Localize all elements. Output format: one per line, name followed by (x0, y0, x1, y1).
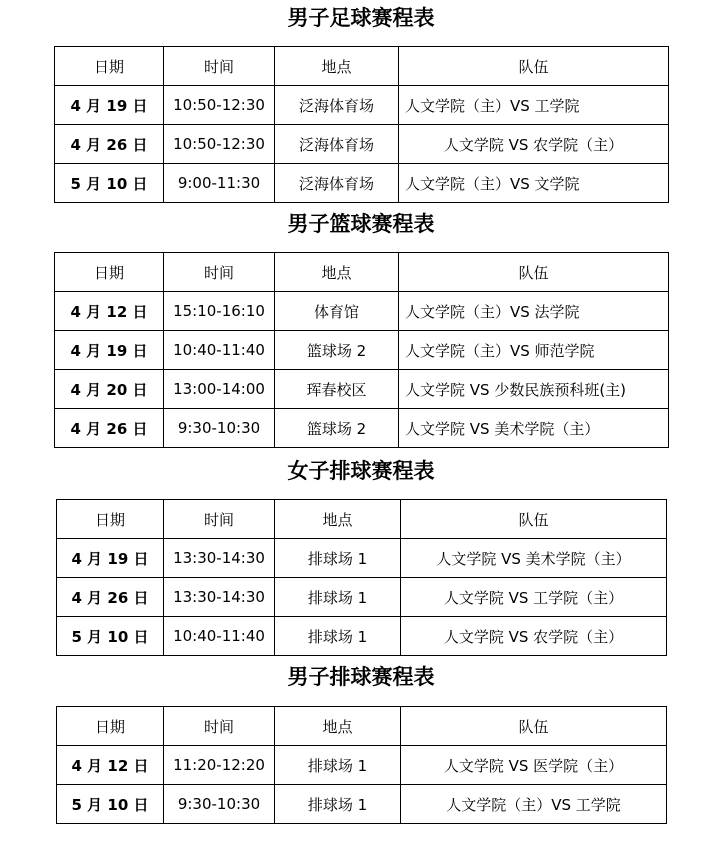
cell-teams: 人文学院（主）VS 工学院 (399, 86, 669, 125)
cell-date: 5 月 10 日 (55, 164, 164, 203)
cell-date: 4 月 26 日 (55, 125, 164, 164)
table-row (57, 785, 667, 824)
cell-date: 5 月 10 日 (57, 617, 164, 656)
section-title-mens-football: 男子足球赛程表 (287, 6, 435, 30)
cell-time: 13:30-14:30 (164, 539, 275, 578)
mens-basketball-table (54, 252, 669, 448)
cell-place: 珲春校区 (275, 370, 399, 409)
cell-place: 排球场 1 (275, 617, 401, 656)
header-time: 时间 (164, 707, 275, 746)
cell-place: 泛海体育场 (275, 125, 399, 164)
table-row (55, 292, 669, 331)
section-title-mens-basketball: 男子篮球赛程表 (287, 212, 435, 236)
cell-place: 体育馆 (275, 292, 399, 331)
cell-time: 9:30-10:30 (164, 409, 275, 448)
cell-teams: 人文学院 VS 少数民族预科班(主) (399, 370, 669, 409)
cell-date: 4 月 26 日 (57, 578, 164, 617)
cell-time: 9:30-10:30 (164, 785, 275, 824)
table-row (55, 331, 669, 370)
cell-teams: 人文学院 VS 农学院（主） (399, 125, 669, 164)
cell-teams: 人文学院 VS 工学院（主） (401, 578, 667, 617)
section-title-womens-volleyball: 女子排球赛程表 (287, 459, 435, 483)
cell-date: 4 月 19 日 (55, 331, 164, 370)
header-date: 日期 (57, 500, 164, 539)
cell-teams: 人文学院（主）VS 文学院 (399, 164, 669, 203)
cell-place: 泛海体育场 (275, 86, 399, 125)
header-place: 地点 (275, 253, 399, 292)
cell-time: 13:00-14:00 (164, 370, 275, 409)
cell-place: 泛海体育场 (275, 164, 399, 203)
table-row (57, 746, 667, 785)
mens-volleyball-table (56, 706, 667, 824)
table-row (55, 86, 669, 125)
cell-time: 10:50-12:30 (164, 125, 275, 164)
cell-time: 15:10-16:10 (164, 292, 275, 331)
table-row (57, 617, 667, 656)
cell-place: 排球场 1 (275, 746, 401, 785)
cell-place: 篮球场 2 (275, 331, 399, 370)
header-time: 时间 (164, 500, 275, 539)
cell-place: 排球场 1 (275, 578, 401, 617)
cell-date: 4 月 20 日 (55, 370, 164, 409)
cell-date: 5 月 10 日 (57, 785, 164, 824)
header-date: 日期 (55, 253, 164, 292)
table-header-row (55, 253, 669, 292)
table-header-row (55, 47, 669, 86)
table-row (57, 578, 667, 617)
cell-teams: 人文学院 VS 农学院（主） (401, 617, 667, 656)
header-teams: 队伍 (399, 253, 669, 292)
table-row (57, 539, 667, 578)
header-date: 日期 (55, 47, 164, 86)
header-place: 地点 (275, 707, 401, 746)
cell-date: 4 月 26 日 (55, 409, 164, 448)
cell-date: 4 月 19 日 (57, 539, 164, 578)
cell-teams: 人文学院 VS 美术学院（主） (401, 539, 667, 578)
cell-time: 11:20-12:20 (164, 746, 275, 785)
cell-time: 13:30-14:30 (164, 578, 275, 617)
cell-time: 9:00-11:30 (164, 164, 275, 203)
table-row (55, 370, 669, 409)
header-teams: 队伍 (401, 500, 667, 539)
section-title-mens-volleyball: 男子排球赛程表 (287, 665, 435, 689)
table-header-row (57, 500, 667, 539)
table-row (55, 164, 669, 203)
cell-place: 篮球场 2 (275, 409, 399, 448)
cell-date: 4 月 19 日 (55, 86, 164, 125)
cell-time: 10:40-11:40 (164, 331, 275, 370)
header-place: 地点 (275, 500, 401, 539)
header-time: 时间 (164, 253, 275, 292)
cell-teams: 人文学院 VS 美术学院（主） (399, 409, 669, 448)
womens-volleyball-table (56, 499, 667, 656)
mens-football-table (54, 46, 669, 203)
cell-date: 4 月 12 日 (57, 746, 164, 785)
header-teams: 队伍 (401, 707, 667, 746)
header-place: 地点 (275, 47, 399, 86)
table-row (55, 409, 669, 448)
cell-place: 排球场 1 (275, 539, 401, 578)
cell-place: 排球场 1 (275, 785, 401, 824)
cell-time: 10:40-11:40 (164, 617, 275, 656)
cell-teams: 人文学院（主）VS 法学院 (399, 292, 669, 331)
header-date: 日期 (57, 707, 164, 746)
header-teams: 队伍 (399, 47, 669, 86)
cell-teams: 人文学院（主）VS 师范学院 (399, 331, 669, 370)
cell-time: 10:50-12:30 (164, 86, 275, 125)
header-time: 时间 (164, 47, 275, 86)
table-row (55, 125, 669, 164)
cell-teams: 人文学院（主）VS 工学院 (401, 785, 667, 824)
cell-date: 4 月 12 日 (55, 292, 164, 331)
table-header-row (57, 707, 667, 746)
cell-teams: 人文学院 VS 医学院（主） (401, 746, 667, 785)
